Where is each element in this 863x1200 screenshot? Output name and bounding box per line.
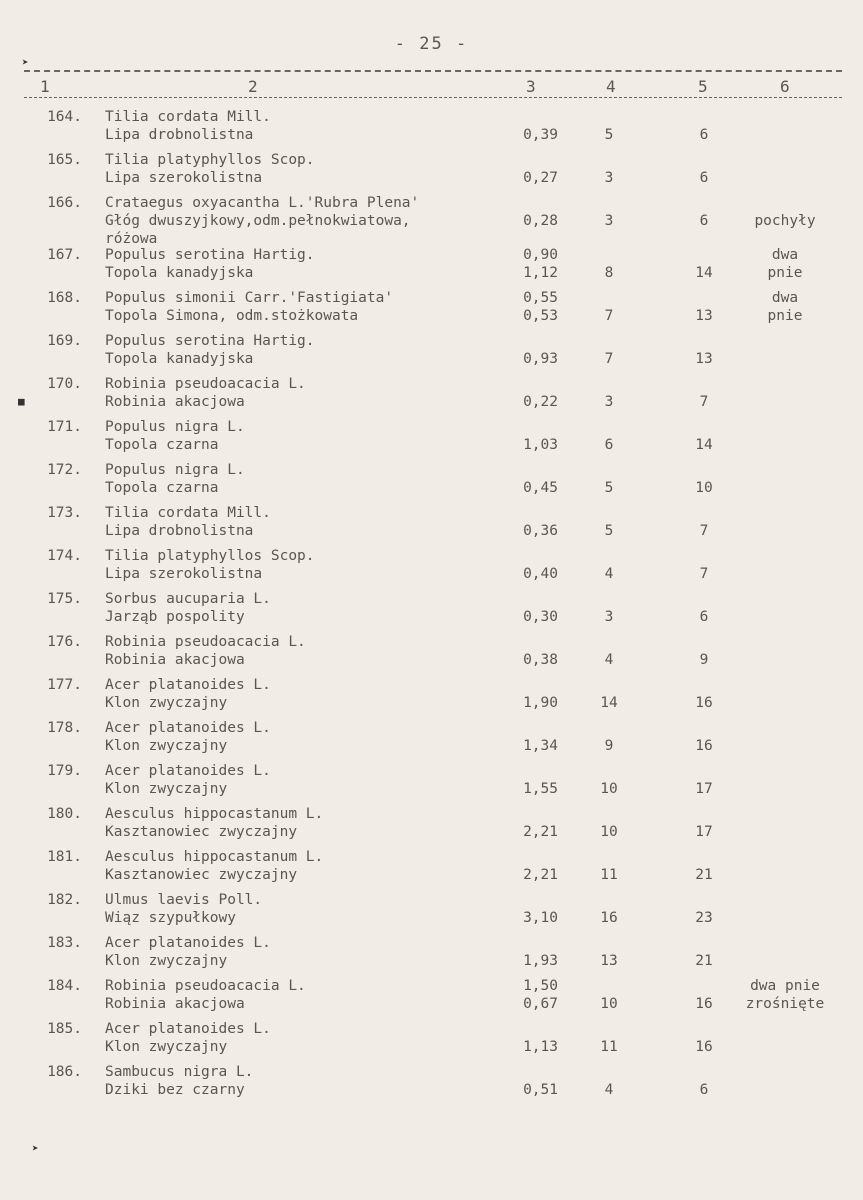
measure-col4: 10 <box>600 781 618 797</box>
remark: pochyły <box>754 213 816 229</box>
polish-name: Klon zwyczajny <box>105 953 228 969</box>
measure-col5: 13 <box>695 308 713 324</box>
entry-number: 183. <box>47 935 82 951</box>
name-continuation: różowa <box>105 231 158 247</box>
species-name <box>105 805 323 841</box>
measure-col3: 1,12 <box>523 265 558 281</box>
entry-number: 186. <box>47 1064 82 1080</box>
species-name <box>105 504 271 540</box>
measure-col5: 16 <box>695 996 713 1012</box>
species-name <box>105 375 306 411</box>
latin-name: Populus serotina Hartig. <box>105 333 315 349</box>
column-header-1: 1 <box>40 77 50 96</box>
measure-col3: 0,22 <box>523 394 558 410</box>
measure-col5: 7 <box>699 566 709 582</box>
polish-name: Klon zwyczajny <box>105 695 228 711</box>
entry-number: 185. <box>47 1021 82 1037</box>
measure-col3: 2,21 <box>523 867 558 883</box>
measure-col5: 23 <box>695 910 713 926</box>
measure-col3: 2,21 <box>523 824 558 840</box>
polish-name: Jarząb pospolity <box>105 609 245 625</box>
measure-col4: 4 <box>604 1082 614 1098</box>
species-name <box>105 676 271 712</box>
polish-name: Topola Simona, odm.stożkowata <box>105 308 359 324</box>
species-name <box>105 332 315 368</box>
species-name <box>105 194 419 248</box>
species-name <box>105 289 393 325</box>
page-number: - 25 - <box>394 34 469 54</box>
measure-col5: 16 <box>695 738 713 754</box>
measure-col4: 10 <box>600 824 618 840</box>
latin-name: Aesculus hippocastanum L. <box>105 849 324 865</box>
measure-col3-first: 0,90 <box>523 247 558 263</box>
latin-name: Crataegus oxyacantha L.'Rubra Plena' <box>105 195 420 211</box>
polish-name: Lipa szerokolistna <box>105 170 263 186</box>
measure-col3: 0,27 <box>523 170 558 186</box>
measure-col5: 10 <box>695 480 713 496</box>
species-name <box>105 547 315 583</box>
entry-number: 174. <box>47 548 82 564</box>
latin-name: Acer platanoides L. <box>105 763 271 779</box>
measure-col4: 7 <box>604 351 614 367</box>
entry-number: 179. <box>47 763 82 779</box>
measure-col3: 0,40 <box>523 566 558 582</box>
entry-number: 169. <box>47 333 82 349</box>
species-name <box>105 891 262 927</box>
measure-col3: 1,13 <box>523 1039 558 1055</box>
latin-name: Tilia cordata Mill. <box>105 505 271 521</box>
polish-name: Topola czarna <box>105 480 219 496</box>
measure-col5: 14 <box>695 437 713 453</box>
species-name <box>105 762 271 798</box>
measure-col3: 0,38 <box>523 652 558 668</box>
measure-col5: 17 <box>695 781 713 797</box>
latin-name: Sorbus aucuparia L. <box>105 591 271 607</box>
species-name <box>105 418 245 454</box>
polish-name: Robinia akacjowa <box>105 996 245 1012</box>
polish-name: Klon zwyczajny <box>105 781 228 797</box>
measure-col3: 0,36 <box>523 523 558 539</box>
species-name <box>105 590 271 626</box>
measure-col4: 3 <box>604 609 614 625</box>
measure-col4: 3 <box>604 170 614 186</box>
measure-col5: 6 <box>699 609 709 625</box>
species-name <box>105 977 306 1013</box>
entry-number: 168. <box>47 290 82 306</box>
measure-col3-first: 0,55 <box>523 290 558 306</box>
measure-col4: 3 <box>604 213 614 229</box>
species-name <box>105 848 323 884</box>
entry-number: 173. <box>47 505 82 521</box>
latin-name: Populus simonii Carr.'Fastigiata' <box>105 290 394 306</box>
entry-number: 182. <box>47 892 82 908</box>
latin-name: Populus nigra L. <box>105 419 245 435</box>
measure-col3: 1,90 <box>523 695 558 711</box>
measure-col4: 4 <box>604 566 614 582</box>
entry-number: 171. <box>47 419 82 435</box>
latin-name: Robinia pseudoacacia L. <box>105 376 306 392</box>
measure-col3: 0,53 <box>523 308 558 324</box>
remark: zrośnięte <box>745 996 825 1012</box>
polish-name: Topola kanadyjska <box>105 351 254 367</box>
polish-name: Lipa drobnolistna <box>105 523 254 539</box>
entry-number: 177. <box>47 677 82 693</box>
measure-col5: 6 <box>699 170 709 186</box>
species-name <box>105 1020 271 1056</box>
measure-col5: 21 <box>695 953 713 969</box>
measure-col5: 7 <box>699 523 709 539</box>
entry-number: 172. <box>47 462 82 478</box>
measure-col5: 6 <box>699 127 709 143</box>
measure-col4: 5 <box>604 127 614 143</box>
polish-name: Robinia akacjowa <box>105 652 245 668</box>
column-header-5: 5 <box>698 77 708 96</box>
remark-first-line: dwa <box>771 290 799 306</box>
column-header-2: 2 <box>248 77 258 96</box>
polish-name: Wiąz szypułkowy <box>105 910 236 926</box>
column-header-6: 6 <box>780 77 790 96</box>
measure-col4: 5 <box>604 480 614 496</box>
measure-col4: 6 <box>604 437 614 453</box>
measure-col3: 1,34 <box>523 738 558 754</box>
measure-col4: 3 <box>604 394 614 410</box>
measure-col3: 0,51 <box>523 1082 558 1098</box>
measure-col5: 7 <box>699 394 709 410</box>
measure-col4: 4 <box>604 652 614 668</box>
polish-name: Lipa drobnolistna <box>105 127 254 143</box>
latin-name: Sambucus nigra L. <box>105 1064 254 1080</box>
measure-col4: 5 <box>604 523 614 539</box>
latin-name: Populus nigra L. <box>105 462 245 478</box>
species-name <box>105 461 245 497</box>
measure-col3: 0,67 <box>523 996 558 1012</box>
entry-number: 178. <box>47 720 82 736</box>
measure-col3: 1,55 <box>523 781 558 797</box>
remark: pnie <box>767 265 803 281</box>
measure-col5: 16 <box>695 1039 713 1055</box>
polish-name: Topola czarna <box>105 437 219 453</box>
entry-number: 184. <box>47 978 82 994</box>
margin-tick-mark: ➤ <box>32 1142 39 1155</box>
entry-number: 180. <box>47 806 82 822</box>
species-name <box>105 151 315 187</box>
column-header-3: 3 <box>526 77 536 96</box>
latin-name: Populus serotina Hartig. <box>105 247 315 263</box>
latin-name: Aesculus hippocastanum L. <box>105 806 324 822</box>
column-headers <box>0 77 863 95</box>
entry-number: 181. <box>47 849 82 865</box>
latin-name: Tilia platyphyllos Scop. <box>105 152 315 168</box>
measure-col4: 13 <box>600 953 618 969</box>
species-name <box>105 246 315 282</box>
margin-arrow-mark: ➤ <box>22 56 29 69</box>
polish-name: Kasztanowiec zwyczajny <box>105 867 298 883</box>
polish-name: Lipa szerokolistna <box>105 566 263 582</box>
measure-col5: 14 <box>695 265 713 281</box>
polish-name: Dziki bez czarny <box>105 1082 245 1098</box>
polish-name: Topola kanadyjska <box>105 265 254 281</box>
measure-col3: 0,39 <box>523 127 558 143</box>
measure-col3: 3,10 <box>523 910 558 926</box>
header-top-rule <box>24 70 842 72</box>
entry-number: 176. <box>47 634 82 650</box>
measure-col4: 8 <box>604 265 614 281</box>
measure-col4: 14 <box>600 695 618 711</box>
header-bottom-rule <box>24 97 842 98</box>
measure-col3: 0,28 <box>523 213 558 229</box>
measure-col4: 11 <box>600 1039 618 1055</box>
column-header-4: 4 <box>606 77 616 96</box>
latin-name: Robinia pseudoacacia L. <box>105 634 306 650</box>
margin-dot-mark: ■ <box>18 395 25 408</box>
measure-col4: 9 <box>604 738 614 754</box>
measure-col5: 13 <box>695 351 713 367</box>
species-name <box>105 633 306 669</box>
polish-name: Robinia akacjowa <box>105 394 245 410</box>
entry-number: 175. <box>47 591 82 607</box>
entry-number: 164. <box>47 109 82 125</box>
measure-col3: 1,93 <box>523 953 558 969</box>
measure-col5: 6 <box>699 1082 709 1098</box>
latin-name: Acer platanoides L. <box>105 720 271 736</box>
latin-name: Robinia pseudoacacia L. <box>105 978 306 994</box>
entry-number: 166. <box>47 195 82 211</box>
measure-col5: 17 <box>695 824 713 840</box>
remark: pnie <box>767 308 803 324</box>
latin-name: Ulmus laevis Poll. <box>105 892 263 908</box>
measure-col3: 0,45 <box>523 480 558 496</box>
species-name <box>105 108 271 144</box>
polish-name: Klon zwyczajny <box>105 738 228 754</box>
species-name <box>105 1063 253 1099</box>
measure-col4: 16 <box>600 910 618 926</box>
measure-col3: 1,03 <box>523 437 558 453</box>
entry-number: 170. <box>47 376 82 392</box>
measure-col3-first: 1,50 <box>523 978 558 994</box>
measure-col3: 0,30 <box>523 609 558 625</box>
polish-name: Klon zwyczajny <box>105 1039 228 1055</box>
latin-name: Acer platanoides L. <box>105 935 271 951</box>
remark-first-line: dwa <box>771 247 799 263</box>
measure-col5: 9 <box>699 652 709 668</box>
remark-first-line: dwa pnie <box>750 978 820 994</box>
measure-col5: 6 <box>699 213 709 229</box>
latin-name: Acer platanoides L. <box>105 677 271 693</box>
measure-col3: 0,93 <box>523 351 558 367</box>
entry-number: 165. <box>47 152 82 168</box>
entry-number: 167. <box>47 247 82 263</box>
polish-name: Głóg dwuszyjkowy,odm.pełnokwiatowa, <box>105 213 411 229</box>
latin-name: Tilia platyphyllos Scop. <box>105 548 315 564</box>
measure-col4: 10 <box>600 996 618 1012</box>
measure-col4: 7 <box>604 308 614 324</box>
species-name <box>105 934 271 970</box>
latin-name: Tilia cordata Mill. <box>105 109 271 125</box>
measure-col4: 11 <box>600 867 618 883</box>
measure-col5: 16 <box>695 695 713 711</box>
polish-name: Kasztanowiec zwyczajny <box>105 824 298 840</box>
measure-col5: 21 <box>695 867 713 883</box>
species-name <box>105 719 271 755</box>
latin-name: Acer platanoides L. <box>105 1021 271 1037</box>
